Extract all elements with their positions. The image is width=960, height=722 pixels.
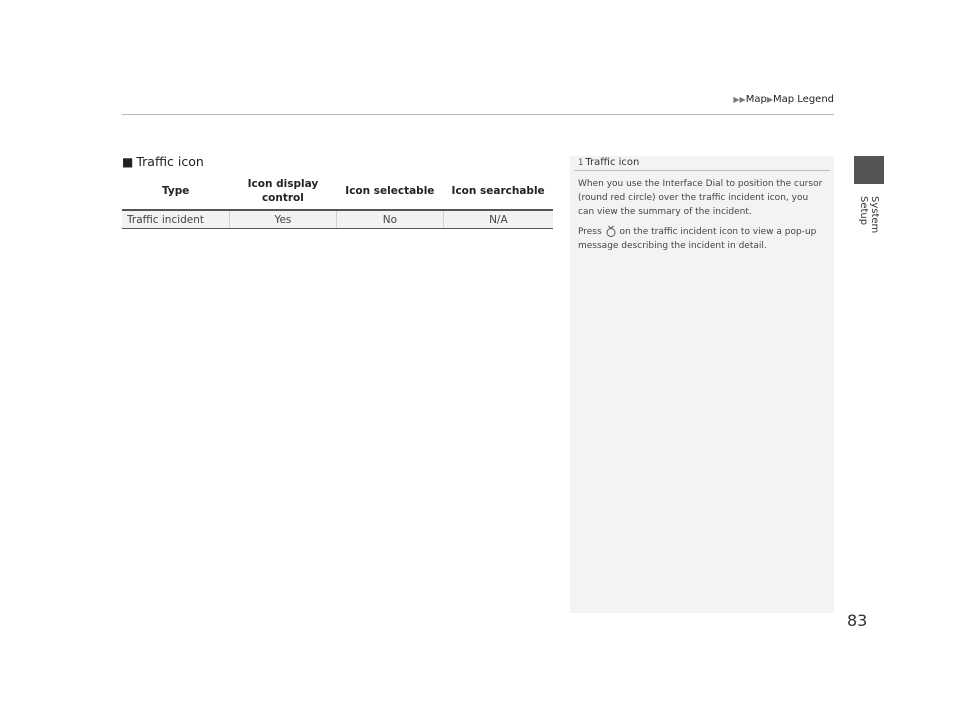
legend-table: [122, 174, 553, 229]
page-number: 83: [847, 611, 868, 630]
section-title: [122, 154, 204, 169]
table-cell-display-control: Yes: [229, 210, 336, 229]
note-marker-icon: 1: [578, 158, 584, 168]
table-row: [122, 210, 553, 229]
section-title-text: Traffic icon: [136, 154, 204, 169]
interface-dial-press-icon: [605, 225, 617, 237]
chapter-side-label: System Setup: [858, 196, 880, 234]
column-header-icon-searchable: Icon searchable: [443, 174, 553, 210]
side-note-panel: [570, 156, 834, 613]
table-cell-searchable: N/A: [443, 210, 553, 229]
header-divider: [122, 114, 834, 115]
breadcrumb-arrow-icon: ▶: [766, 95, 773, 104]
table-header-row: [122, 174, 553, 210]
note-paragraph-1: When you use the Interface Dial to position the cursor (round red circle) over the traffic incident icon, you can view the summary of the incident.: [578, 179, 823, 217]
note-paragraph-2-start: Press: [578, 227, 602, 237]
note-paragraph-2-end: on the traffic incident icon to view a pop-up message describing the incident in detail.: [578, 227, 817, 251]
breadcrumb-item-map: Map: [745, 94, 767, 105]
note-header: [574, 156, 830, 171]
breadcrumb-item-map-legend: Map Legend: [772, 94, 834, 105]
square-bullet-icon: ■: [122, 155, 134, 169]
column-header-icon-selectable: Icon selectable: [337, 174, 444, 210]
column-header-icon-display-control: Icon display control: [229, 174, 336, 210]
chapter-tab-marker: [854, 156, 884, 184]
note-title: Traffic icon: [585, 157, 640, 168]
note-paragraph-2: [578, 225, 826, 253]
breadcrumb: [716, 94, 834, 105]
breadcrumb-arrow-icon: ▶▶: [733, 95, 746, 104]
table-cell-selectable: No: [337, 210, 444, 229]
column-header-type: Type: [122, 174, 229, 210]
table-cell-type: Traffic incident: [122, 210, 229, 229]
